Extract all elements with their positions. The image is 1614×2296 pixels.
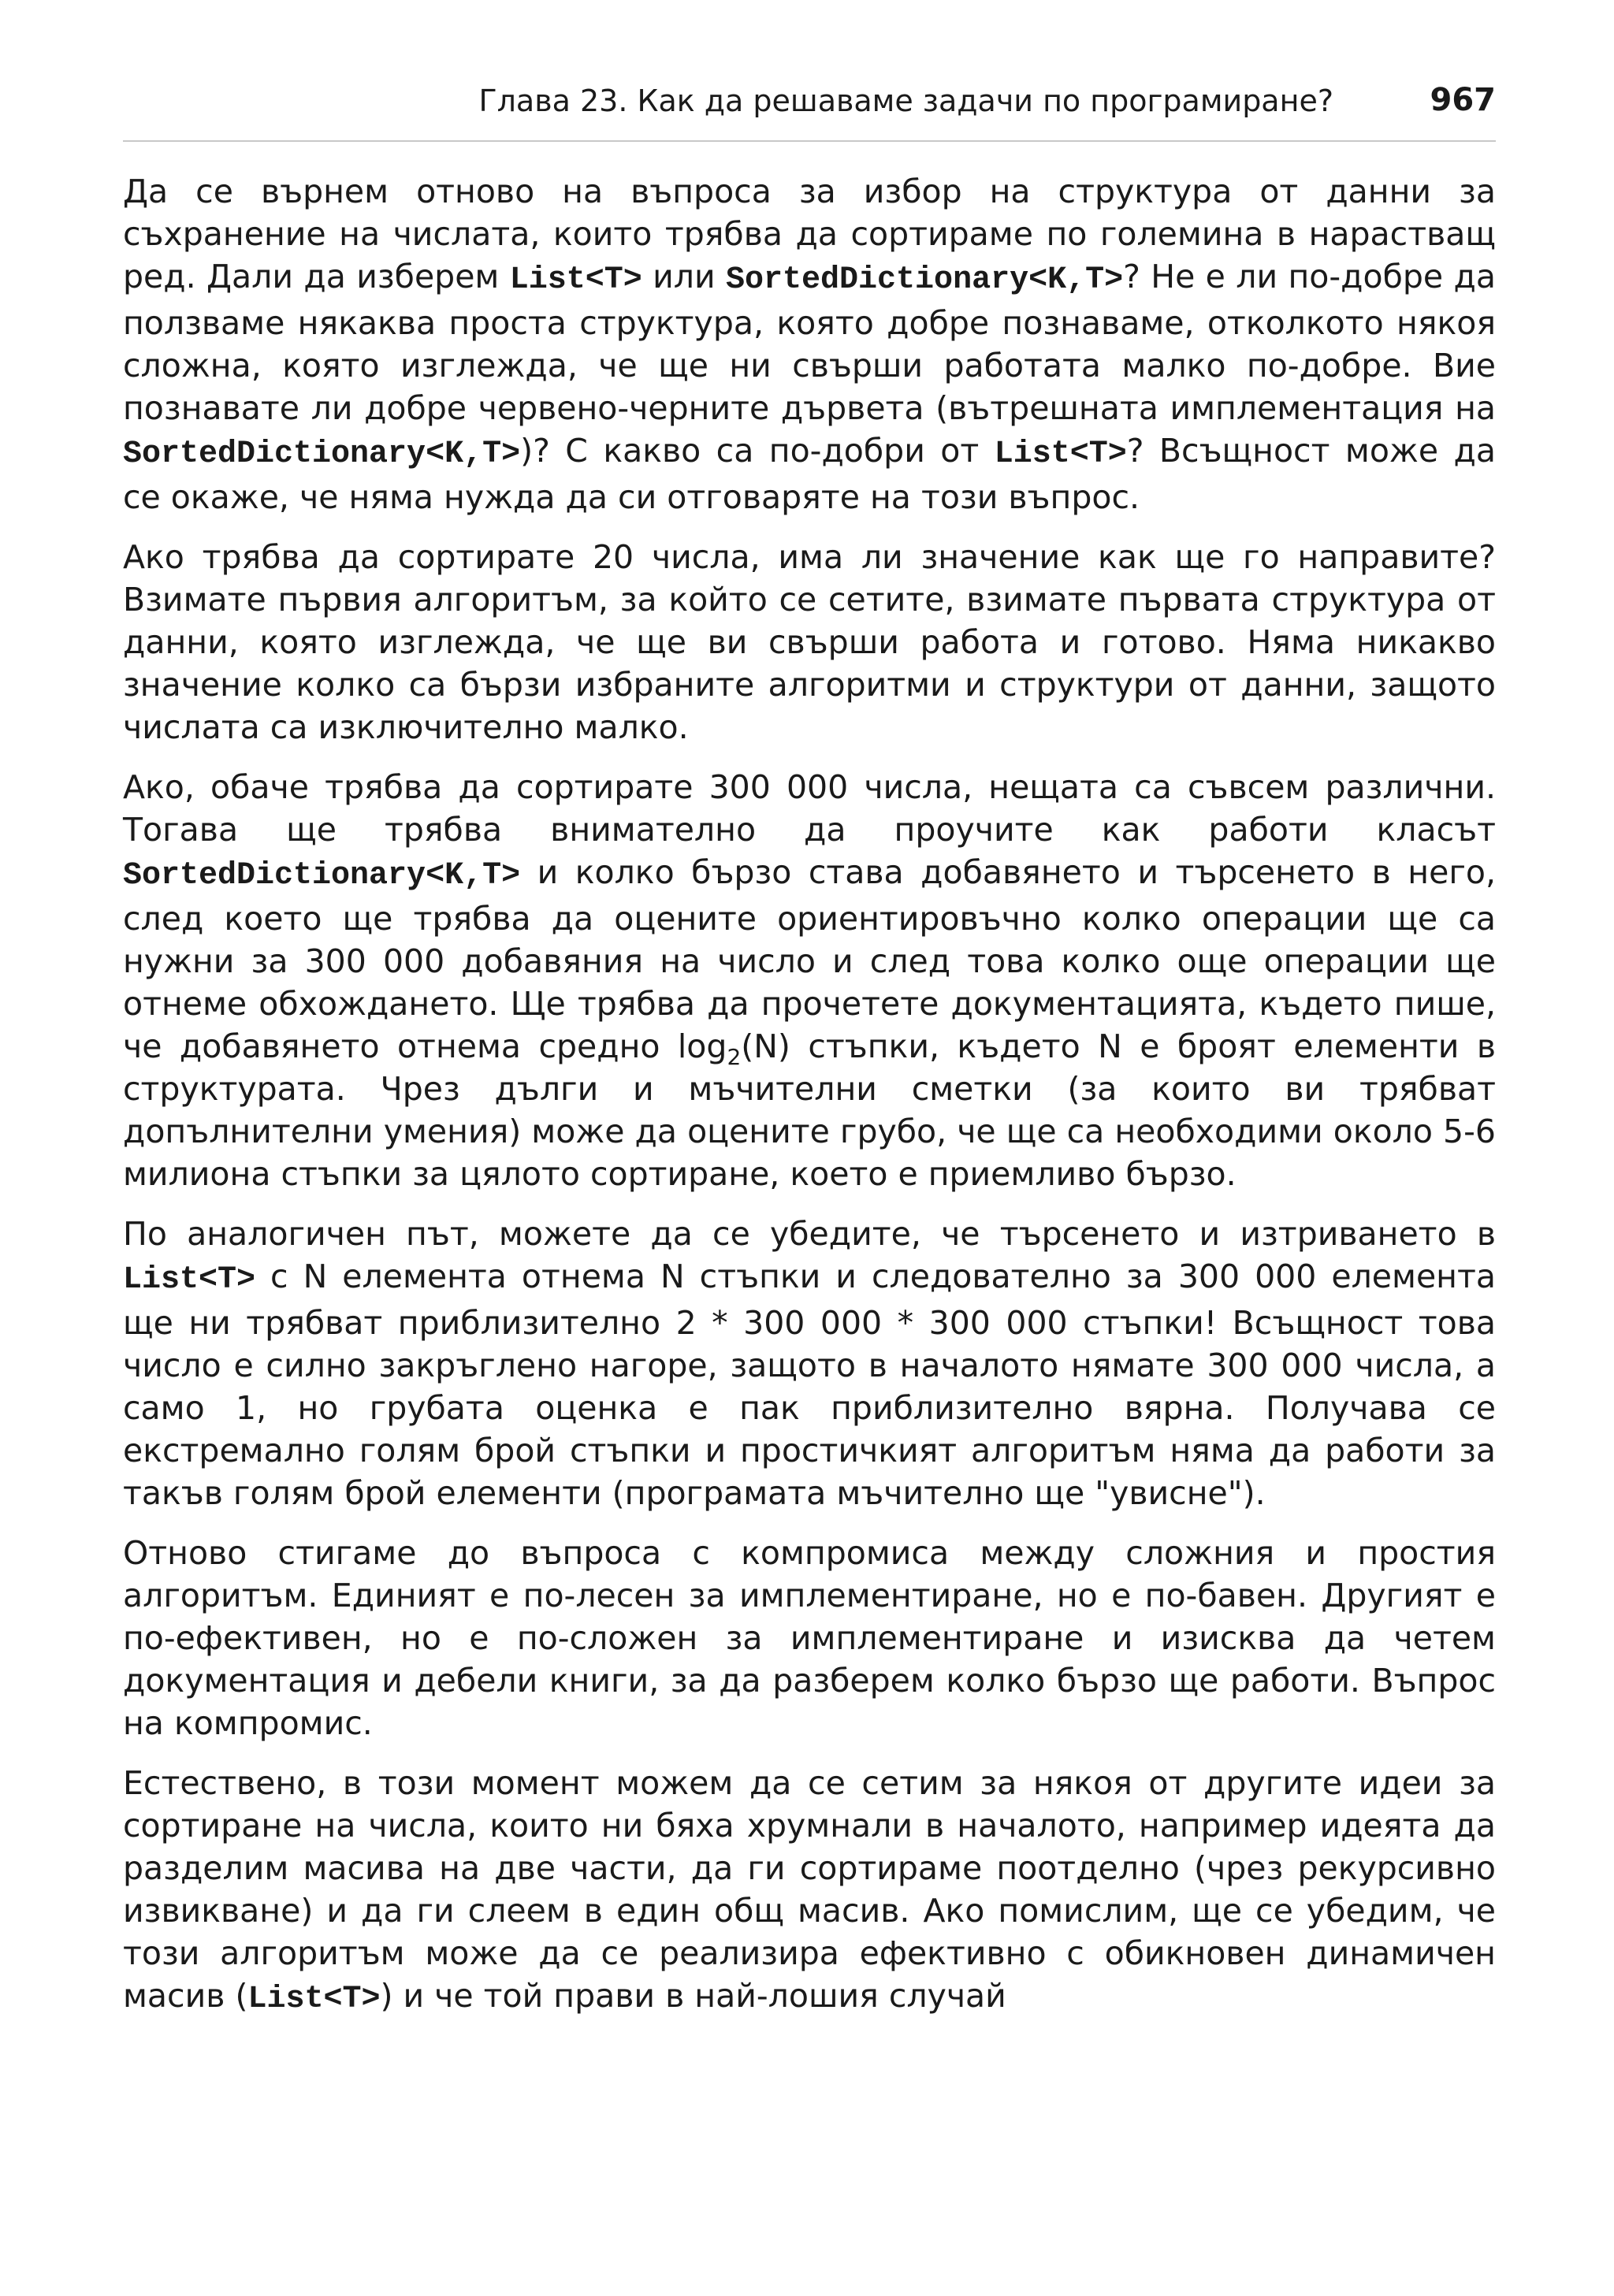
text-run: (N) стъпки, където N е броят елементи в структурата. Чрез дълги и мъчителни сметки (за които ви трябват допълнителни умения) може да оцените грубо, че ще са необходими около 5-6 милиона стъпки за цялото сортиране, което е приемливо бързо. [123,1027,1496,1193]
text-run: ? Всъщност може да се окаже, че няма нужда да си отговаряте на този въпрос. [123,432,1496,516]
inline-code: List<T> [247,1982,381,2017]
text-run: ) и че той прави в най-лошия случай [380,1977,1006,2015]
paragraph [123,1762,1496,2021]
page-number: 967 [1430,82,1496,118]
text-run: )? С какво са по-добри от [520,432,995,470]
text-run: Да се върнем отново на въпроса за избор на структура от данни за съхранение на числата, които трябва да сортираме по големина в нарастващ ред. Дали да изберем [123,173,1496,295]
text-run: По аналогичен път, можете да се убедите, че търсенето и изтриването в [123,1215,1496,1253]
inline-code: SortedDictionary<K,T> [123,437,521,472]
paragraph [123,766,1496,1195]
text-run: Ако трябва да сортирате 20 числа, има ли значение как ще го направите? Взимате първия алгоритъм, за който се сетите, взимате първата структура от данни, която изглежда, че ще ви свърши работа и готово. Няма никакво значение колко са бързи избраните алгоритми и структури от данни, защото числата са изключително малко. [123,538,1496,746]
text-run: с N елемента отнема N стъпки и следователно за 300 000 елемента ще ни трябват приблизително 2 * 300 000 * 300 000 стъпки! Всъщност това число е силно закръглено нагоре, защото в началото нямате 300 000 числа, а само 1, но грубата оценка е пак приблизително вярна. Получава се екстремално голям брой стъпки и простичкият алгоритъм няма да работи за такъв голям брой елементи (програмата мъчително ще "увисне"). [123,1258,1496,1512]
text-run: и колко бързо става добавянето и търсенето в него, след което ще трябва да оцените ориентировъчно колко операции ще са нужни за 300 000 добавяния на число и след това колко още операции ще отнеме обхождането. Ще трябва да прочетете документацията, където пише, че добавянето отнема средно log [123,853,1496,1065]
inline-code: List<T> [509,262,642,298]
text-run: Отново стигаме до въпроса с компромиса между сложния и простия алгоритъм. Единият е по-лесен за имплементиране, но е по-бавен. Другият е по-ефективен, но е по-сложен за имплементиране и изисква да четем документация и дебели книги, за да разберем колко бързо ще работи. Въпрос на компромис. [123,1534,1496,1742]
text-run: ? Не е ли по-добре да ползваме някаква проста структура, която добре познаваме, отколкото някоя сложна, която изглежда, че ще ни свърши работата малко по-добре. Вие познавате ли добре червено-черните дървета (вътрешната имплементация на [123,258,1496,427]
page-header [123,79,1496,142]
page-content [123,170,1496,2038]
paragraph [123,170,1496,518]
text-run: Ако, обаче трябва да сортирате 300 000 числа, нещата са съвсем различни. Тогава ще трябва внимателно да проучите как работи класът [123,768,1496,849]
paragraph [123,1532,1496,1744]
inline-code: SortedDictionary<K,T> [123,858,521,894]
paragraph [123,536,1496,749]
chapter-title: Глава 23. Как да решаваме задачи по програмиране? [478,84,1333,118]
inline-code: List<T> [123,1262,256,1298]
paragraph [123,1213,1496,1514]
subscript: 2 [727,1044,742,1071]
text-run: или [642,258,727,295]
inline-code: SortedDictionary<K,T> [726,262,1124,298]
inline-code: List<T> [994,437,1127,472]
text-run: Естествено, в този момент можем да се сетим за някоя от другите идеи за сортиране на числа, които ни бяха хрумнали в началото, например идеята да разделим масива на две части, да ги сортираме поотделно (чрез рекурсивно извикване) и да ги слеем в един общ масив. Ако помислим, ще се убедим, че този алгоритъм може да се реализира ефективно с обикновен динамичен масив ( [123,1764,1496,2015]
